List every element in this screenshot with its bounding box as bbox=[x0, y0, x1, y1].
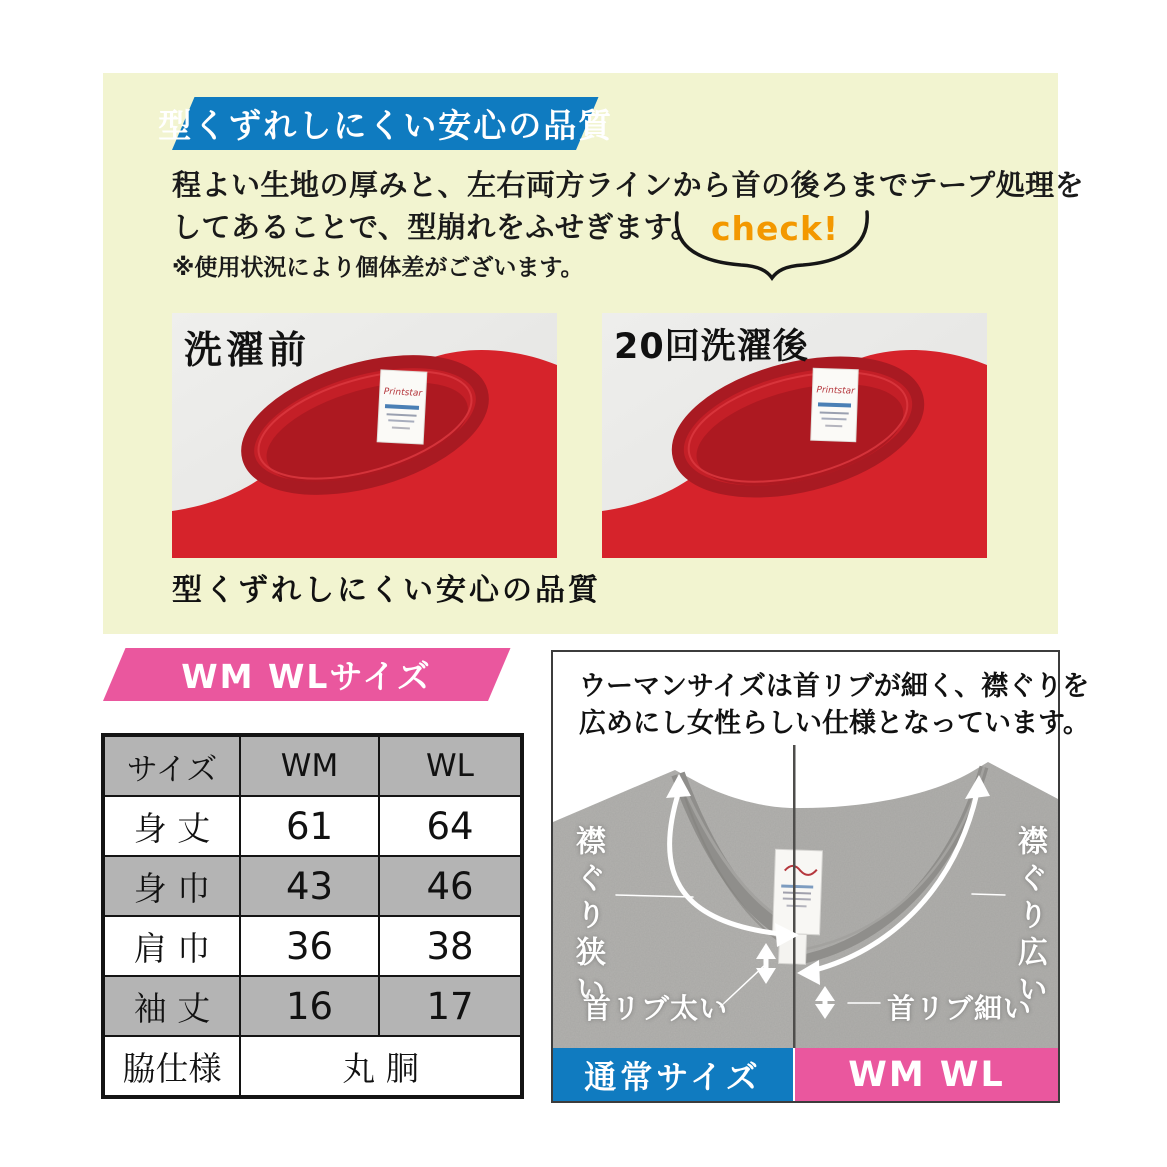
photo-after-wash bbox=[602, 313, 987, 558]
table-row-shoulder-width bbox=[103, 916, 522, 976]
row-label: 身 巾 bbox=[103, 856, 240, 916]
quality-body-line-2: してあることで、型崩れをふせぎます。 bbox=[172, 210, 701, 244]
value-wl: 46 bbox=[379, 856, 522, 916]
quality-section bbox=[103, 73, 1085, 634]
footer-wm-wl: WM WL bbox=[795, 1048, 1058, 1101]
tag-brand-text: Printstar bbox=[383, 387, 423, 400]
quality-caption: 型くずれしにくい安心の品質 bbox=[172, 573, 601, 608]
photo-before-label: 洗濯前 bbox=[184, 328, 311, 372]
value-wl: 17 bbox=[379, 976, 522, 1036]
tag-brand-text: Printstar bbox=[816, 385, 855, 397]
value-wm: 43 bbox=[240, 856, 379, 916]
check-label: check! bbox=[711, 209, 839, 248]
size-banner bbox=[103, 648, 510, 701]
side-spec-value: 丸 胴 bbox=[240, 1036, 522, 1097]
row-label: 肩 巾 bbox=[103, 916, 240, 976]
table-row-side-spec bbox=[103, 1036, 522, 1097]
woman-size-panel bbox=[551, 650, 1090, 1103]
photo-before-wash bbox=[172, 313, 557, 558]
table-row-body-length bbox=[103, 796, 522, 856]
value-wm: 61 bbox=[240, 796, 379, 856]
collar-compare-photo bbox=[553, 745, 1058, 1048]
table-row-sleeve-length bbox=[103, 976, 522, 1036]
neck-rib-thin-label: 首リブ細い bbox=[887, 992, 1033, 1025]
row-label: 脇仕様 bbox=[103, 1036, 240, 1097]
woman-desc-line-1: ウーマンサイズは首リブが細く、襟ぐりを bbox=[579, 671, 1090, 702]
woman-desc-line-2: 広めにし女性らしい仕様となっています。 bbox=[579, 708, 1090, 739]
size-table-header-row bbox=[103, 735, 522, 796]
row-label: 身 丈 bbox=[103, 796, 240, 856]
compare-divider bbox=[793, 745, 796, 1048]
value-wl: 64 bbox=[379, 796, 522, 856]
photo-after-label: 20回洗濯後 bbox=[614, 327, 809, 367]
header-wm: WM bbox=[240, 735, 379, 796]
collar-wide-label: 襟ぐり広い bbox=[1012, 825, 1047, 1010]
value-wl: 38 bbox=[379, 916, 522, 976]
size-banner-label: WM WLサイズ bbox=[181, 657, 432, 696]
quality-body-line-1: 程よい生地の厚みと、左右両方ラインから首の後ろまでテープ処理を bbox=[172, 168, 1085, 202]
quality-banner bbox=[157, 97, 613, 150]
collar-narrow-label: 襟ぐり狭い bbox=[570, 825, 605, 1010]
usage-note: ※使用状況により個体差がございます。 bbox=[172, 255, 584, 281]
value-wm: 16 bbox=[240, 976, 379, 1036]
table-row-body-width bbox=[103, 856, 522, 916]
quality-banner-label: 型くずれしにくい安心の品質 bbox=[157, 106, 613, 145]
row-label: 袖 丈 bbox=[103, 976, 240, 1036]
neck-rib-thick-label: 首リブ太い bbox=[583, 992, 729, 1025]
value-wm: 36 bbox=[240, 916, 379, 976]
size-table bbox=[101, 733, 524, 1099]
footer-normal-size: 通常サイズ bbox=[553, 1048, 793, 1101]
header-wl: WL bbox=[379, 735, 522, 796]
check-brace-icon bbox=[669, 207, 875, 285]
header-size: サイズ bbox=[103, 735, 240, 796]
